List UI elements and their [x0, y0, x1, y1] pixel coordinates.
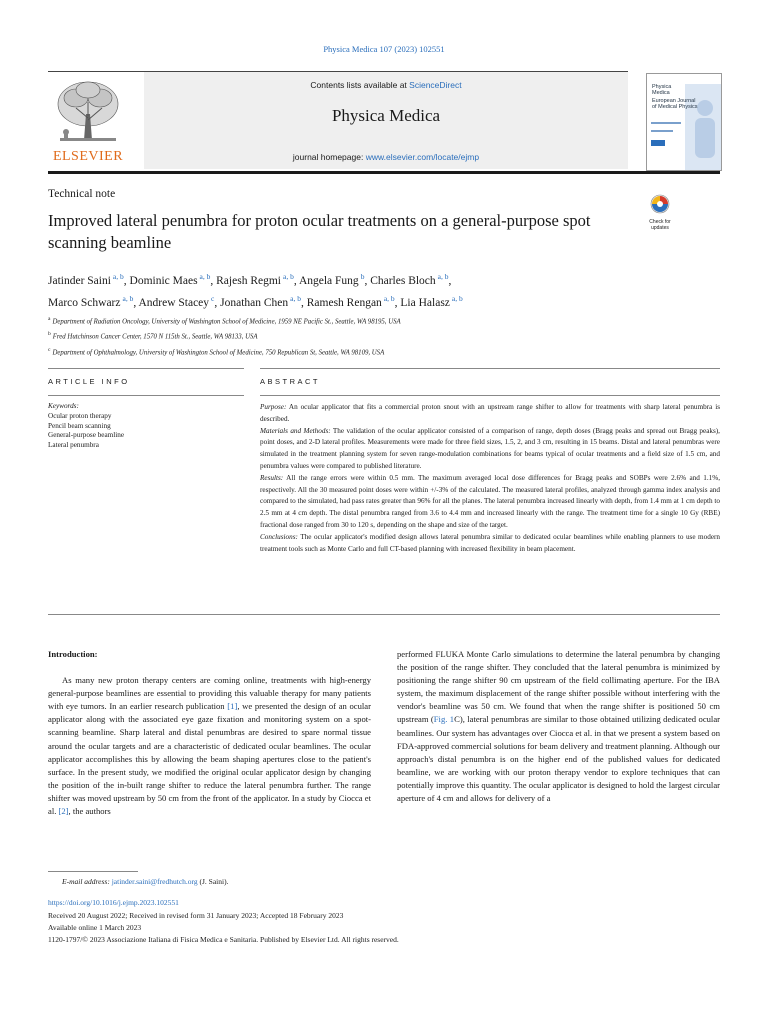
- check-updates-icon: [646, 194, 674, 214]
- available-online: Available online 1 March 2023: [48, 923, 142, 932]
- abstract-section-label: Results:: [260, 473, 284, 482]
- email-label: E-mail address:: [62, 877, 110, 886]
- author-separator: ,: [394, 296, 401, 309]
- author-name[interactable]: Dominic Maes: [129, 274, 198, 287]
- author-name[interactable]: Ramesh Rengan: [306, 296, 382, 309]
- author-separator: ,: [133, 296, 139, 309]
- affiliation-a: [48, 313, 688, 328]
- article-info-heading: ARTICLE INFO: [48, 377, 130, 386]
- affiliation-text: Department of Ophthalmology, University of Washington School of Medicine, 750 Republican St, Seattle, WA 98109, USA: [52, 348, 385, 356]
- divider: [48, 395, 244, 396]
- author-name[interactable]: Marco Schwarz: [48, 296, 121, 309]
- author-affiliation-marker[interactable]: c: [211, 293, 215, 303]
- author-separator: ,: [301, 296, 307, 309]
- abstract-heading: ABSTRACT: [260, 377, 321, 386]
- divider: [260, 368, 720, 369]
- abstract-purpose: [260, 402, 720, 426]
- article-type: Technical note: [48, 188, 116, 200]
- author-name[interactable]: Rajesh Regmi: [216, 274, 281, 287]
- introduction-heading: Introduction:: [48, 649, 98, 659]
- journal-citation-link[interactable]: Physica Medica 107 (2023) 102551: [323, 44, 445, 54]
- email-suffix: (J. Saini).: [197, 877, 229, 886]
- author-separator: ,: [448, 274, 452, 287]
- body-column-left: [48, 648, 371, 818]
- abstract-conclusions: [260, 532, 720, 556]
- divider: [48, 368, 244, 369]
- header-bottom-rule: [48, 171, 720, 174]
- keywords-block: [48, 402, 244, 451]
- author-separator: ,: [364, 274, 371, 287]
- divider: [260, 395, 720, 396]
- cover-line-3: European Journal: [652, 98, 696, 104]
- cover-line-4: of Medical Physics: [652, 104, 698, 110]
- keyword-item: Ocular proton therapy: [48, 411, 112, 420]
- divider: [48, 614, 720, 615]
- keyword-item: General-purpose beamline: [48, 431, 125, 440]
- contents-prefix: Contents lists available at: [310, 80, 410, 90]
- author-line-2: [48, 290, 688, 312]
- author-name[interactable]: Charles Bloch: [370, 274, 436, 287]
- abstract-section-text: The validation of the ocular applicator consisted of a comparison of range, depth doses (Bragg peaks and spread out Bragg peaks), point doses, and 2-D lateral profiles. Measurements were made for three field sizes, 1.5, 2, and 3 cm, resulting in 15 beams. Distal and lateral penumbras were simulated in the treatment planning system for seven range-modulation combinations for beams typical of ocular treatments and a field size of 1.5 cm, and penumbra values were compared to published literature.: [260, 426, 720, 470]
- doi-link[interactable]: https://doi.org/10.1016/j.ejmp.2023.102551: [48, 898, 179, 907]
- author-affiliation-marker[interactable]: a, b: [282, 272, 294, 281]
- abstract-methods: [260, 426, 720, 473]
- keyword-item: Pencil beam scanning: [48, 421, 111, 430]
- author-separator: ,: [123, 274, 130, 287]
- email-link[interactable]: jatinder.saini@fredhutch.org: [111, 877, 198, 886]
- author-separator: ,: [293, 274, 299, 287]
- abstract-section-text: An ocular applicator that fits a commercial proton snout with an upstream range shifter to allow for treatments with sharp lateral penumbra is described.: [260, 403, 720, 423]
- body-text: performed FLUKA Monte Carlo simulations to determine the lateral penumbra by changing the position of the range shifter. They concluded that the lateral penumbra is minimized by positioning the range shifter 90 cm upstream of the field collimating aperture. For the IBA system, the maximum displacement of the range shifter possible without interfering with the vendor's beamline was 50 cm. We found that when the range shifter is positioned 50 cm upstream (: [397, 649, 720, 725]
- author-name[interactable]: Angela Fung: [298, 274, 359, 287]
- journal-title: Physica Medica: [331, 106, 441, 125]
- author-affiliation-marker[interactable]: a, b: [290, 293, 301, 303]
- abstract-section-label: Conclusions:: [260, 532, 298, 541]
- body-text: , we presented the design of an ocular applicator along with the associated eye gaze fixation and monitoring system on a spot-scanning beamline. Sharp lateral and distal penumbras are desired to spare normal tissue around the ocular targets and are a characteristic of dedicated ocular beamlines. The ocular applicator accomplishes this by allowing the beam shaping apertures close to the patient's surface. In the present study, we modified the original ocular applicator design by changing the position of the in-built range shifter to reduce the lateral penumbra further. The range shifter was moved upstream by 50 cm from the front of the applicator. In a study by Ciocca et al.: [48, 701, 371, 817]
- received-dates: Received 20 August 2022; Received in revised form 31 January 2023; Accepted 18 February 2023: [48, 911, 344, 920]
- author-name[interactable]: Jonathan Chen: [220, 296, 289, 309]
- abstract-section-label: Purpose:: [260, 403, 287, 411]
- cover-line-2: Medica: [652, 90, 670, 96]
- corresponding-email: [62, 877, 734, 888]
- affiliation-text: Department of Radiation Oncology, University of Washington School of Medicine, 1959 NE Pacific St., Seattle, WA 98195, USA: [52, 318, 401, 326]
- affiliation-marker: a: [48, 316, 51, 322]
- reference-link[interactable]: [1]: [227, 701, 238, 712]
- contents-availability: [144, 80, 628, 90]
- check-for-updates-badge[interactable]: [646, 194, 674, 231]
- affiliation-text: Fred Hutchinson Cancer Center, 1570 N 115th St., Seattle, WA 98133, USA: [52, 333, 258, 341]
- author-list: [48, 268, 688, 312]
- body-paragraph: [397, 648, 720, 805]
- cover-line-1: Physica: [652, 84, 672, 90]
- reference-link[interactable]: [2]: [58, 806, 69, 817]
- body-paragraph: [48, 674, 371, 818]
- author-affiliation-marker[interactable]: a, b: [199, 272, 211, 281]
- author-name[interactable]: Jatinder Saini: [48, 274, 111, 287]
- author-name[interactable]: Andrew Stacey: [138, 296, 210, 309]
- author-name[interactable]: Lia Halasz: [400, 296, 450, 309]
- check-updates-label: Check for updates: [649, 219, 671, 231]
- abstract-results: [260, 473, 720, 532]
- affiliations: [48, 313, 688, 359]
- copyright-notice: 1120-1797/© 2023 Associazione Italiana di Fisica Medica e Sanitaria. Published by Elsevier Ltd. All rights reserved.: [48, 935, 399, 944]
- publisher-name: ELSEVIER: [52, 149, 124, 164]
- author-affiliation-marker[interactable]: a, b: [383, 293, 395, 303]
- author-affiliation-marker[interactable]: b: [360, 272, 365, 281]
- author-affiliation-marker[interactable]: a, b: [451, 293, 463, 303]
- figure-link[interactable]: Fig. 1: [433, 714, 455, 725]
- author-affiliation-marker[interactable]: a, b: [437, 272, 449, 281]
- author-affiliation-marker[interactable]: a, b: [122, 293, 134, 303]
- keyword-item: Lateral penumbra: [48, 441, 99, 450]
- journal-cover-thumbnail[interactable]: [646, 73, 722, 171]
- affiliation-marker: b: [48, 331, 51, 338]
- body-text: As many new proton therapy centers are coming online, treatments with high-energy general-purpose beamlines are essential to providing this valuable therapy for many patients with eye tumors. In an earlier research publication: [48, 675, 371, 712]
- affiliation-marker: c: [48, 346, 51, 353]
- author-separator: ,: [214, 296, 221, 309]
- keywords-label: Keywords:: [48, 402, 79, 410]
- journal-homepage: [144, 152, 628, 162]
- homepage-link[interactable]: www.elsevier.com/locate/ejmp: [365, 152, 480, 162]
- abstract-section-label: Materials and Methods:: [260, 426, 331, 435]
- affiliation-c: [48, 344, 688, 359]
- body-column-right: [397, 648, 720, 805]
- author-separator: ,: [210, 274, 217, 287]
- article-title: Improved lateral penumbra for proton ocular treatments on a general-purpose spot scanning beamline: [48, 211, 591, 252]
- sciencedirect-link[interactable]: ScienceDirect: [409, 80, 462, 90]
- abstract-section-text: The ocular applicator's modified design allows lateral penumbra similar to dedicated ocular beamlines while enabling planners to use modern treatment tools such as Monte Carlo and full CT-based planning with increased flexibility in beam placement.: [260, 532, 720, 553]
- body-text: , the authors: [68, 806, 111, 817]
- homepage-prefix: journal homepage:: [292, 152, 366, 162]
- footnote-rule: [48, 871, 138, 872]
- author-affiliation-marker[interactable]: a, b: [112, 272, 124, 281]
- body-text: C), lateral penumbras are similar to those obtained utilizing dedicated ocular beamlines. Our system has advantages over Ciocca et al. in that we present a system based on FDA-approved commercial solutions for beam delivery and treatment planning. Although our approach's distal penumbra is on the higher end of the published values for dedicated beamline, we are working with our proton therapy vendor to explore techniques that can potentially improve this quantity. The ocular applicator is designed to hold the largest circular aperture of 4 cm and allows for delivery of a: [397, 714, 720, 804]
- abstract-section-text: All the range errors were within 0.5 mm. The maximum averaged local dose differences for Bragg peaks and SOBPs were 2.6% and 1.1%, respectively. All the 30 measured point doses were within +/-3% of the calculated. The measured lateral profiles, analyzed through gamma index analysis and compared to the simulated, had pass rates greater than 96% for all the planes. The lateral penumbra increased linearly with depth, from 1.4 mm at 1 cm depth to 2.5 mm at 4 cm depth. The distal penumbra ranged from 3.6 to 4.4 mm and increased linearly with the range. The treatment time for a single 10 Gy (RBE) fractional dose ranged from 30 to 120 s, depending on the shape and size of the target.: [260, 473, 720, 529]
- author-line-1: [48, 268, 688, 290]
- affiliation-b: [48, 328, 688, 343]
- abstract-body: [260, 402, 720, 555]
